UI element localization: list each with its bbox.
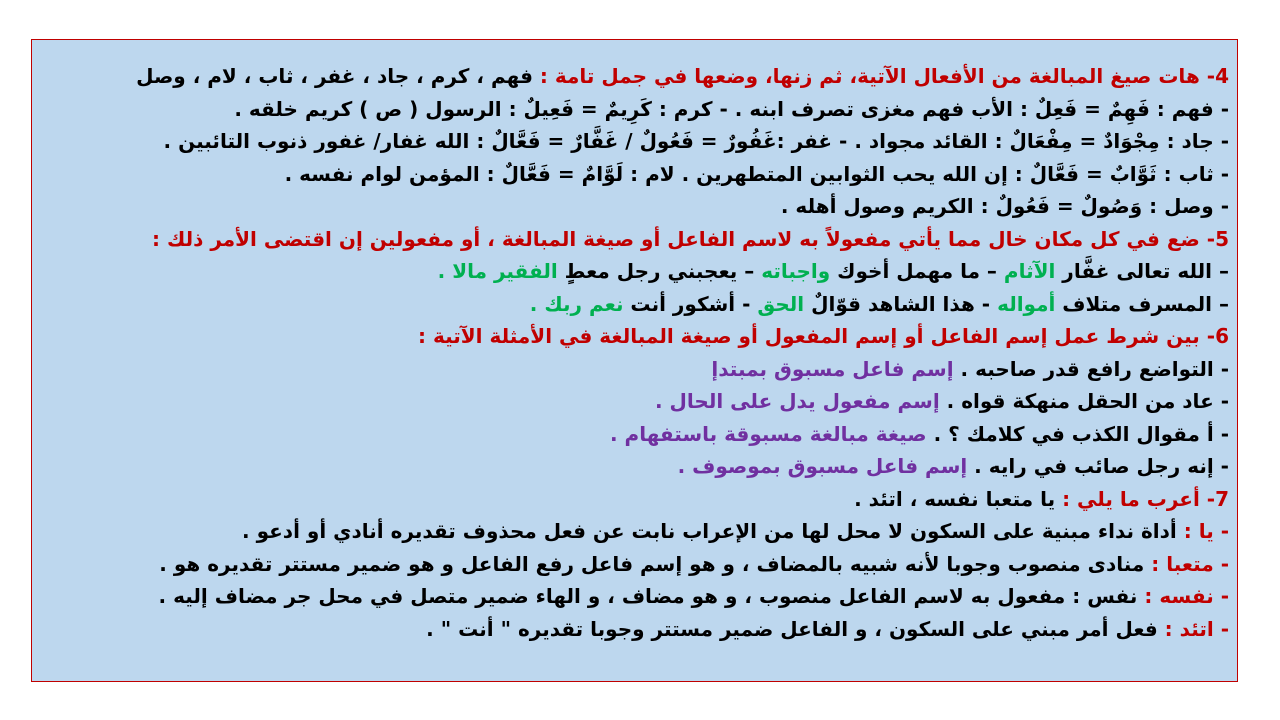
q4-heading: 4- هات صيغ المبالغة من الأفعال الآتية، ثم زنها، وضعها في جمل تامة : xyxy=(539,64,1229,88)
q6-item-1 xyxy=(49,353,1229,386)
q7-item-1-text: أداة نداء مبنية على السكون لا محل لها من الإعراب نابت عن فعل محذوف تقديره أنادي أو أدعو . xyxy=(242,519,1177,543)
q6-item-3-answer: صيغة مبالغة مسبوقة باستفهام . xyxy=(609,421,927,446)
q5-line-1-part-2: – ما مهمل أخوك xyxy=(830,259,1004,283)
q6-heading: 6- بين شرط عمل إسم الفاعل أو إسم المفعول أو صيغة المبالغة في الأمثلة الآتية : xyxy=(417,324,1229,348)
q4-line-4-text: - وصل : وَصُولٌ = فَعُولٌ : الكريم وصول أهله . xyxy=(780,194,1229,218)
q5-heading: 5- ضع في كل مكان خال مما يأتي مفعولاً به لاسم الفاعل أو صيغة المبالغة ، أو مفعولين إن اقتضى الأمر ذلك : xyxy=(152,226,1229,251)
q7-item-2-text: منادى منصوب وجوبا لأنه شبيه بالمضاف ، و هو إسم فاعل رفع الفاعل و هو ضمير مستتر تقديره هو . xyxy=(159,551,1145,576)
q4-line-4 xyxy=(49,190,1229,223)
q5-line-2-part-2: - هذا الشاهد قوّالٌ xyxy=(804,291,998,316)
q5-line-2 xyxy=(49,288,1229,321)
q7-item-3-text: نفس : مفعول به لاسم الفاعل منصوب ، و هو مضاف ، و الهاء ضمير متصل في محل جر مضاف إليه . xyxy=(158,584,1138,608)
q7-heading-line xyxy=(49,483,1229,516)
q6-item-3-sentence: - أ مقوال الكذب في كلامك ؟ . xyxy=(926,421,1229,446)
q4-heading-line xyxy=(49,60,1229,93)
q5-line-1 xyxy=(49,255,1229,288)
q4-line-1-text: - فهم : فَهِمٌ = فَعِلٌ : الأب فهم مغزى تصرف ابنه . - كرم : كَرِيمٌ = فَعِيلٌ : الرسول ( ص ) كريم خلقه . xyxy=(234,96,1229,121)
q5-line-1-answer-3: الفقير مالا . xyxy=(437,259,558,283)
q4-line-1 xyxy=(49,93,1229,126)
q5-line-1-part-1: – الله تعالى غفَّار xyxy=(1055,259,1229,283)
q7-item-3-label: - نفسه : xyxy=(1137,584,1229,608)
q5-line-2-answer-1: أمواله xyxy=(997,291,1056,316)
q6-item-4 xyxy=(49,450,1229,483)
q5-line-1-part-3: – يعجبني رجل معطٍ xyxy=(557,259,762,283)
q6-item-1-answer: إسم فاعل مسبوق بمبتدإ xyxy=(711,356,954,381)
q4-line-2-text: - جاد : مِجْوَادٌ = مِفْعَالٌ : القائد مجواد . - غفر :غَفُورٌ = فَعُولٌ / غَفَّارٌ = فَعَّالٌ : الله غفار/ غفور ذنوب التائبين . xyxy=(163,129,1229,153)
q6-heading-line xyxy=(49,320,1229,353)
q7-item-4-label: - اتئد : xyxy=(1157,616,1229,641)
q4-line-3 xyxy=(49,158,1229,191)
q5-heading-line xyxy=(49,223,1229,256)
q7-item-1 xyxy=(49,515,1229,548)
q6-item-4-answer: إسم فاعل مسبوق بموصوف . xyxy=(677,454,968,478)
q4-line-3-text: - ثاب : ثَوَّابٌ = فَعَّالٌ : إن الله يحب الثوابين المتطهرين . لام : لَوَّامٌ = فَعَّالٌ : المؤمن لوام نفسه . xyxy=(284,161,1229,186)
q5-line-1-answer-1: الآثام xyxy=(1003,259,1056,283)
q5-line-2-part-3: - أشكور أنت xyxy=(623,291,758,316)
q6-item-4-sentence: - إنه رجل صائب في رايه . xyxy=(967,454,1229,478)
q5-line-1-answer-2: واجباته xyxy=(761,259,831,283)
q6-item-3 xyxy=(49,418,1229,451)
q7-item-3 xyxy=(49,580,1229,613)
q4-verbs: فهم ، كرم ، جاد ، غفر ، ثاب ، لام ، وصل xyxy=(136,64,540,88)
q7-sentence: يا متعبا نفسه ، اتئد . xyxy=(854,486,1063,511)
q7-heading: 7- أعرب ما يلي : xyxy=(1062,486,1229,511)
q5-line-2-answer-3: نعم ربك . xyxy=(529,291,624,316)
exercise-text xyxy=(49,60,1229,645)
q4-line-2 xyxy=(49,125,1229,158)
q5-line-2-answer-2: الحق xyxy=(757,291,805,316)
q7-item-1-label: - يا : xyxy=(1176,519,1229,543)
q7-item-2-label: - متعبا : xyxy=(1144,551,1229,576)
slide-panel xyxy=(31,39,1238,682)
q7-item-2 xyxy=(49,548,1229,581)
q7-item-4-text: فعل أمر مبني على السكون ، و الفاعل ضمير مستتر وجوبا تقديره " أنت " . xyxy=(426,616,1158,641)
q6-item-2 xyxy=(49,385,1229,418)
q5-line-2-part-1: – المسرف متلاف xyxy=(1055,291,1229,316)
q6-item-2-sentence: - عاد من الحقل منهكة قواه . xyxy=(939,389,1229,413)
q6-item-2-answer: إسم مفعول يدل على الحال . xyxy=(655,389,940,413)
q6-item-1-sentence: - التواضع رافع قدر صاحبه . xyxy=(953,356,1229,381)
q7-item-4 xyxy=(49,613,1229,646)
